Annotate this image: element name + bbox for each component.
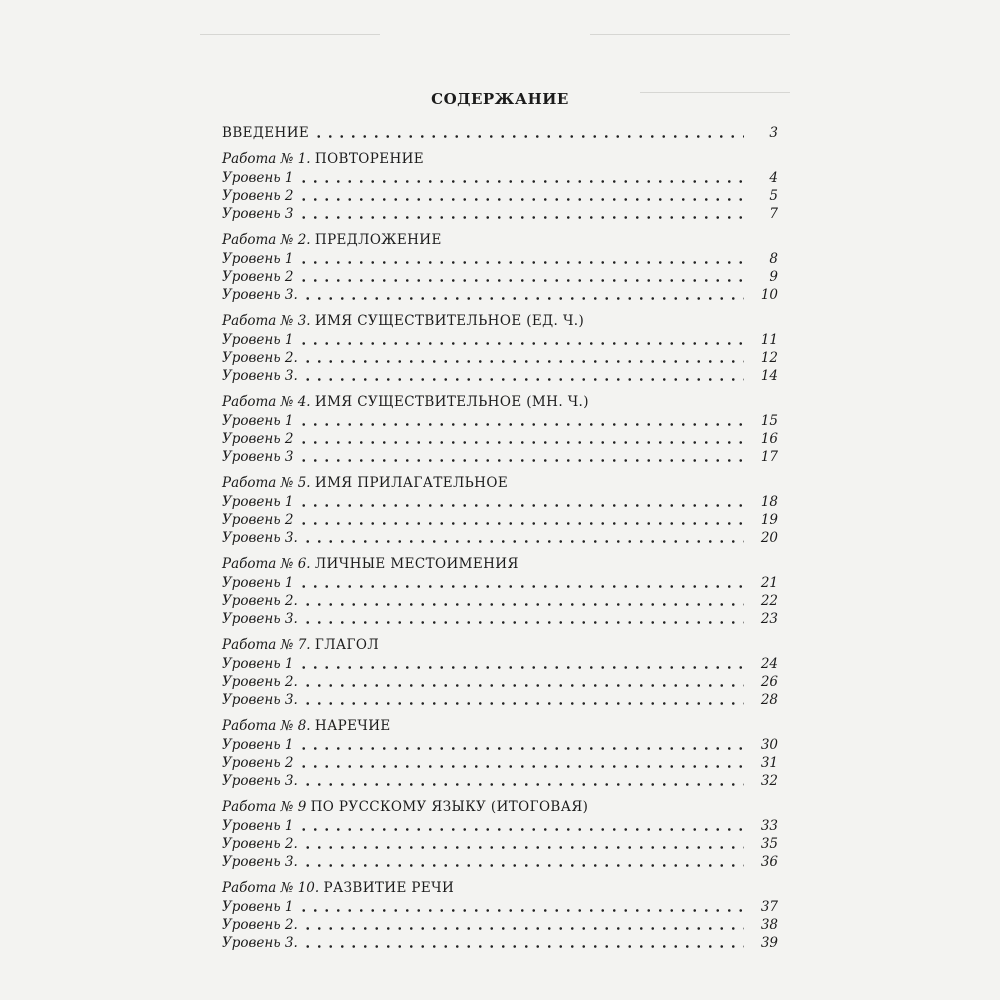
toc-row[interactable]	[222, 592, 778, 610]
toc-row[interactable]	[222, 817, 778, 835]
toc-entry-label: Уровень 2.	[222, 593, 298, 609]
toc-entry-label: Уровень 3.	[222, 692, 298, 708]
dot-leader	[302, 540, 744, 543]
show-through-rule	[590, 34, 790, 35]
toc-page-number: 3	[769, 125, 778, 141]
work-number: Работа № 5.	[222, 475, 311, 491]
dot-leader	[302, 621, 744, 624]
toc-entry-label: Уровень 3.	[222, 854, 298, 870]
toc-row[interactable]	[222, 250, 778, 268]
work-number: Работа № 9	[222, 799, 307, 815]
work-title: ИМЯ СУЩЕСТВИТЕЛЬНОЕ (ЕД. Ч.)	[314, 313, 585, 329]
dot-leader	[302, 702, 744, 705]
dot-leader	[298, 504, 745, 507]
toc-row[interactable]	[222, 916, 778, 934]
toc-page-number: 12	[760, 350, 778, 366]
work-number: Работа № 4.	[222, 394, 311, 410]
toc-entry-label: Уровень 1	[222, 656, 294, 672]
toc-section	[222, 473, 778, 547]
page-title: СОДЕРЖАНИЕ	[431, 90, 569, 108]
section-heading-label	[222, 716, 395, 736]
toc-row[interactable]	[222, 655, 778, 673]
work-number: Работа № 7.	[222, 637, 311, 653]
toc-page-number: 28	[760, 692, 778, 708]
toc-section	[222, 554, 778, 628]
toc-page-number: 31	[760, 755, 778, 771]
toc-page-number: 23	[760, 611, 778, 627]
toc-entry-label: Уровень 3.	[222, 530, 298, 546]
toc-page-number: 20	[760, 530, 778, 546]
toc-entry-label: Уровень 1	[222, 170, 294, 186]
toc-entry-label: Уровень 2	[222, 269, 294, 285]
work-title: ПРЕДЛОЖЕНИЕ	[314, 232, 442, 248]
toc-section-heading[interactable]	[222, 311, 778, 331]
section-heading-label	[222, 311, 588, 331]
toc-page-number: 38	[760, 917, 778, 933]
toc-page-number: 15	[760, 413, 778, 429]
toc-page-number: 37	[760, 899, 778, 915]
toc-row[interactable]	[222, 187, 778, 205]
toc-section-heading[interactable]	[222, 716, 778, 736]
toc-intro	[222, 124, 778, 142]
toc-row[interactable]	[222, 736, 778, 754]
toc-sections	[222, 149, 778, 952]
toc-entry-label: Уровень 3.	[222, 773, 298, 789]
toc-page-number: 32	[760, 773, 778, 789]
toc-entry-label: Уровень 2	[222, 431, 294, 447]
dot-leader	[298, 180, 745, 183]
toc-entry-label: Уровень 1	[222, 494, 294, 510]
work-title: ИМЯ СУЩЕСТВИТЕЛЬНОЕ (МН. Ч.)	[314, 394, 589, 410]
dot-leader	[302, 864, 744, 867]
toc-row[interactable]	[222, 430, 778, 448]
toc-page-number: 9	[769, 269, 778, 285]
work-number: Работа № 1.	[222, 151, 311, 167]
toc-row[interactable]	[222, 367, 778, 385]
toc-section	[222, 392, 778, 466]
toc-row[interactable]	[222, 511, 778, 529]
toc-page-number: 39	[760, 935, 778, 951]
toc-entry-label: Уровень 2.	[222, 836, 298, 852]
toc-section	[222, 797, 778, 871]
toc-page-number: 14	[760, 368, 778, 384]
toc-entry-label: Уровень 2.	[222, 917, 298, 933]
toc-section	[222, 635, 778, 709]
dot-leader	[298, 279, 745, 282]
dot-leader	[302, 945, 744, 948]
toc-row[interactable]	[222, 574, 778, 592]
toc-page-number: 5	[769, 188, 778, 204]
dot-leader	[298, 198, 745, 201]
work-number: Работа № 6.	[222, 556, 311, 572]
dot-leader	[298, 666, 745, 669]
dot-leader	[302, 783, 744, 786]
toc-page-number: 17	[760, 449, 778, 465]
dot-leader	[313, 135, 744, 138]
table-of-contents	[222, 124, 778, 959]
toc-section-heading[interactable]	[222, 797, 778, 817]
toc-page-number: 36	[760, 854, 778, 870]
toc-row[interactable]	[222, 124, 778, 142]
toc-page-number: 33	[760, 818, 778, 834]
toc-row[interactable]	[222, 835, 778, 853]
section-heading-label	[222, 554, 523, 574]
work-number: Работа № 8.	[222, 718, 311, 734]
toc-section-heading[interactable]	[222, 878, 778, 898]
toc-row[interactable]	[222, 412, 778, 430]
toc-entry-label: Уровень 1	[222, 818, 294, 834]
toc-entry-label: Уровень 2.	[222, 350, 298, 366]
dot-leader	[298, 522, 745, 525]
dot-leader	[298, 459, 745, 462]
toc-section	[222, 149, 778, 223]
toc-row[interactable]	[222, 448, 778, 466]
toc-row[interactable]	[222, 529, 778, 547]
dot-leader	[298, 342, 745, 345]
toc-entry-label: Уровень 3	[222, 449, 294, 465]
toc-row[interactable]	[222, 772, 778, 790]
toc-page-number: 30	[760, 737, 778, 753]
toc-row[interactable]	[222, 286, 778, 304]
toc-section-heading[interactable]	[222, 635, 778, 655]
toc-row[interactable]	[222, 610, 778, 628]
toc-entry-label: Уровень 1	[222, 332, 294, 348]
work-title: ЛИЧНЫЕ МЕСТОИМЕНИЯ	[314, 556, 519, 572]
toc-row[interactable]	[222, 349, 778, 367]
toc-section	[222, 311, 778, 385]
dot-leader	[302, 927, 744, 930]
section-heading-label	[222, 149, 428, 169]
toc-page-number: 35	[760, 836, 778, 852]
toc-entry-label: Уровень 2	[222, 512, 294, 528]
work-title: ПОВТОРЕНИЕ	[314, 151, 425, 167]
toc-section	[222, 716, 778, 790]
toc-entry-label: Уровень 3.	[222, 611, 298, 627]
toc-page-number: 24	[760, 656, 778, 672]
toc-entry-label: Уровень 1	[222, 251, 294, 267]
toc-section-heading[interactable]	[222, 554, 778, 574]
show-through-rule	[200, 34, 380, 35]
toc-row[interactable]	[222, 934, 778, 952]
section-heading-label	[222, 878, 458, 898]
toc-page-number: 18	[760, 494, 778, 510]
dot-leader	[298, 423, 745, 426]
toc-row[interactable]	[222, 691, 778, 709]
toc-page-number: 22	[760, 593, 778, 609]
dot-leader	[298, 747, 745, 750]
toc-entry-label: Уровень 2	[222, 755, 294, 771]
section-heading-label	[222, 230, 446, 250]
toc-section-heading[interactable]	[222, 149, 778, 169]
toc-row[interactable]	[222, 754, 778, 772]
work-title: РАЗВИТИЕ РЕЧИ	[323, 880, 455, 896]
toc-entry-label: Уровень 1	[222, 413, 294, 429]
toc-section-heading[interactable]	[222, 473, 778, 493]
dot-leader	[298, 828, 745, 831]
toc-entry-label: Уровень 1	[222, 899, 294, 915]
work-number: Работа № 3.	[222, 313, 311, 329]
section-heading-label	[222, 392, 593, 412]
toc-entry-label: Уровень 3.	[222, 935, 298, 951]
dot-leader	[302, 684, 744, 687]
toc-row[interactable]	[222, 898, 778, 916]
dot-leader	[302, 846, 744, 849]
toc-page-number: 8	[769, 251, 778, 267]
toc-page-number: 4	[769, 170, 778, 186]
toc-row[interactable]	[222, 205, 778, 223]
section-heading-label	[222, 473, 512, 493]
toc-page-number: 7	[769, 206, 778, 222]
toc-entry-label: ВВЕДЕНИЕ	[222, 125, 310, 141]
toc-section	[222, 230, 778, 304]
toc-entry-label: Уровень 2.	[222, 674, 298, 690]
work-title: ГЛАГОЛ	[314, 637, 379, 653]
dot-leader	[302, 378, 744, 381]
dot-leader	[302, 297, 744, 300]
toc-entry-label: Уровень 2	[222, 188, 294, 204]
toc-row[interactable]	[222, 853, 778, 871]
work-title: ПО РУССКОМУ ЯЗЫКУ (ИТОГОВАЯ)	[310, 799, 589, 815]
toc-row[interactable]	[222, 493, 778, 511]
toc-entry-label: Уровень 3.	[222, 287, 298, 303]
dot-leader	[298, 441, 745, 444]
dot-leader	[298, 765, 745, 768]
toc-row[interactable]	[222, 673, 778, 691]
dot-leader	[298, 261, 745, 264]
work-number: Работа № 10.	[222, 880, 320, 896]
toc-row[interactable]	[222, 169, 778, 187]
toc-page-number: 26	[760, 674, 778, 690]
toc-entry-label: Уровень 3	[222, 206, 294, 222]
toc-section-heading[interactable]	[222, 230, 778, 250]
toc-entry-label: Уровень 3.	[222, 368, 298, 384]
toc-page-number: 21	[760, 575, 778, 591]
toc-section	[222, 878, 778, 952]
dot-leader	[298, 585, 745, 588]
toc-page-number: 16	[760, 431, 778, 447]
section-heading-label	[222, 635, 383, 655]
dot-leader	[298, 909, 745, 912]
dot-leader	[302, 603, 744, 606]
toc-section-heading[interactable]	[222, 392, 778, 412]
dot-leader	[302, 360, 744, 363]
toc-page-number: 10	[760, 287, 778, 303]
work-number: Работа № 2.	[222, 232, 311, 248]
work-title: ИМЯ ПРИЛАГАТЕЛЬНОЕ	[314, 475, 509, 491]
section-heading-label	[222, 797, 592, 817]
toc-page-number: 11	[760, 332, 778, 348]
toc-row[interactable]	[222, 268, 778, 286]
toc-entry-label: Уровень 1	[222, 575, 294, 591]
toc-row[interactable]	[222, 331, 778, 349]
toc-entry-label: Уровень 1	[222, 737, 294, 753]
toc-page-number: 19	[760, 512, 778, 528]
work-title: НАРЕЧИЕ	[314, 718, 391, 734]
dot-leader	[298, 216, 745, 219]
